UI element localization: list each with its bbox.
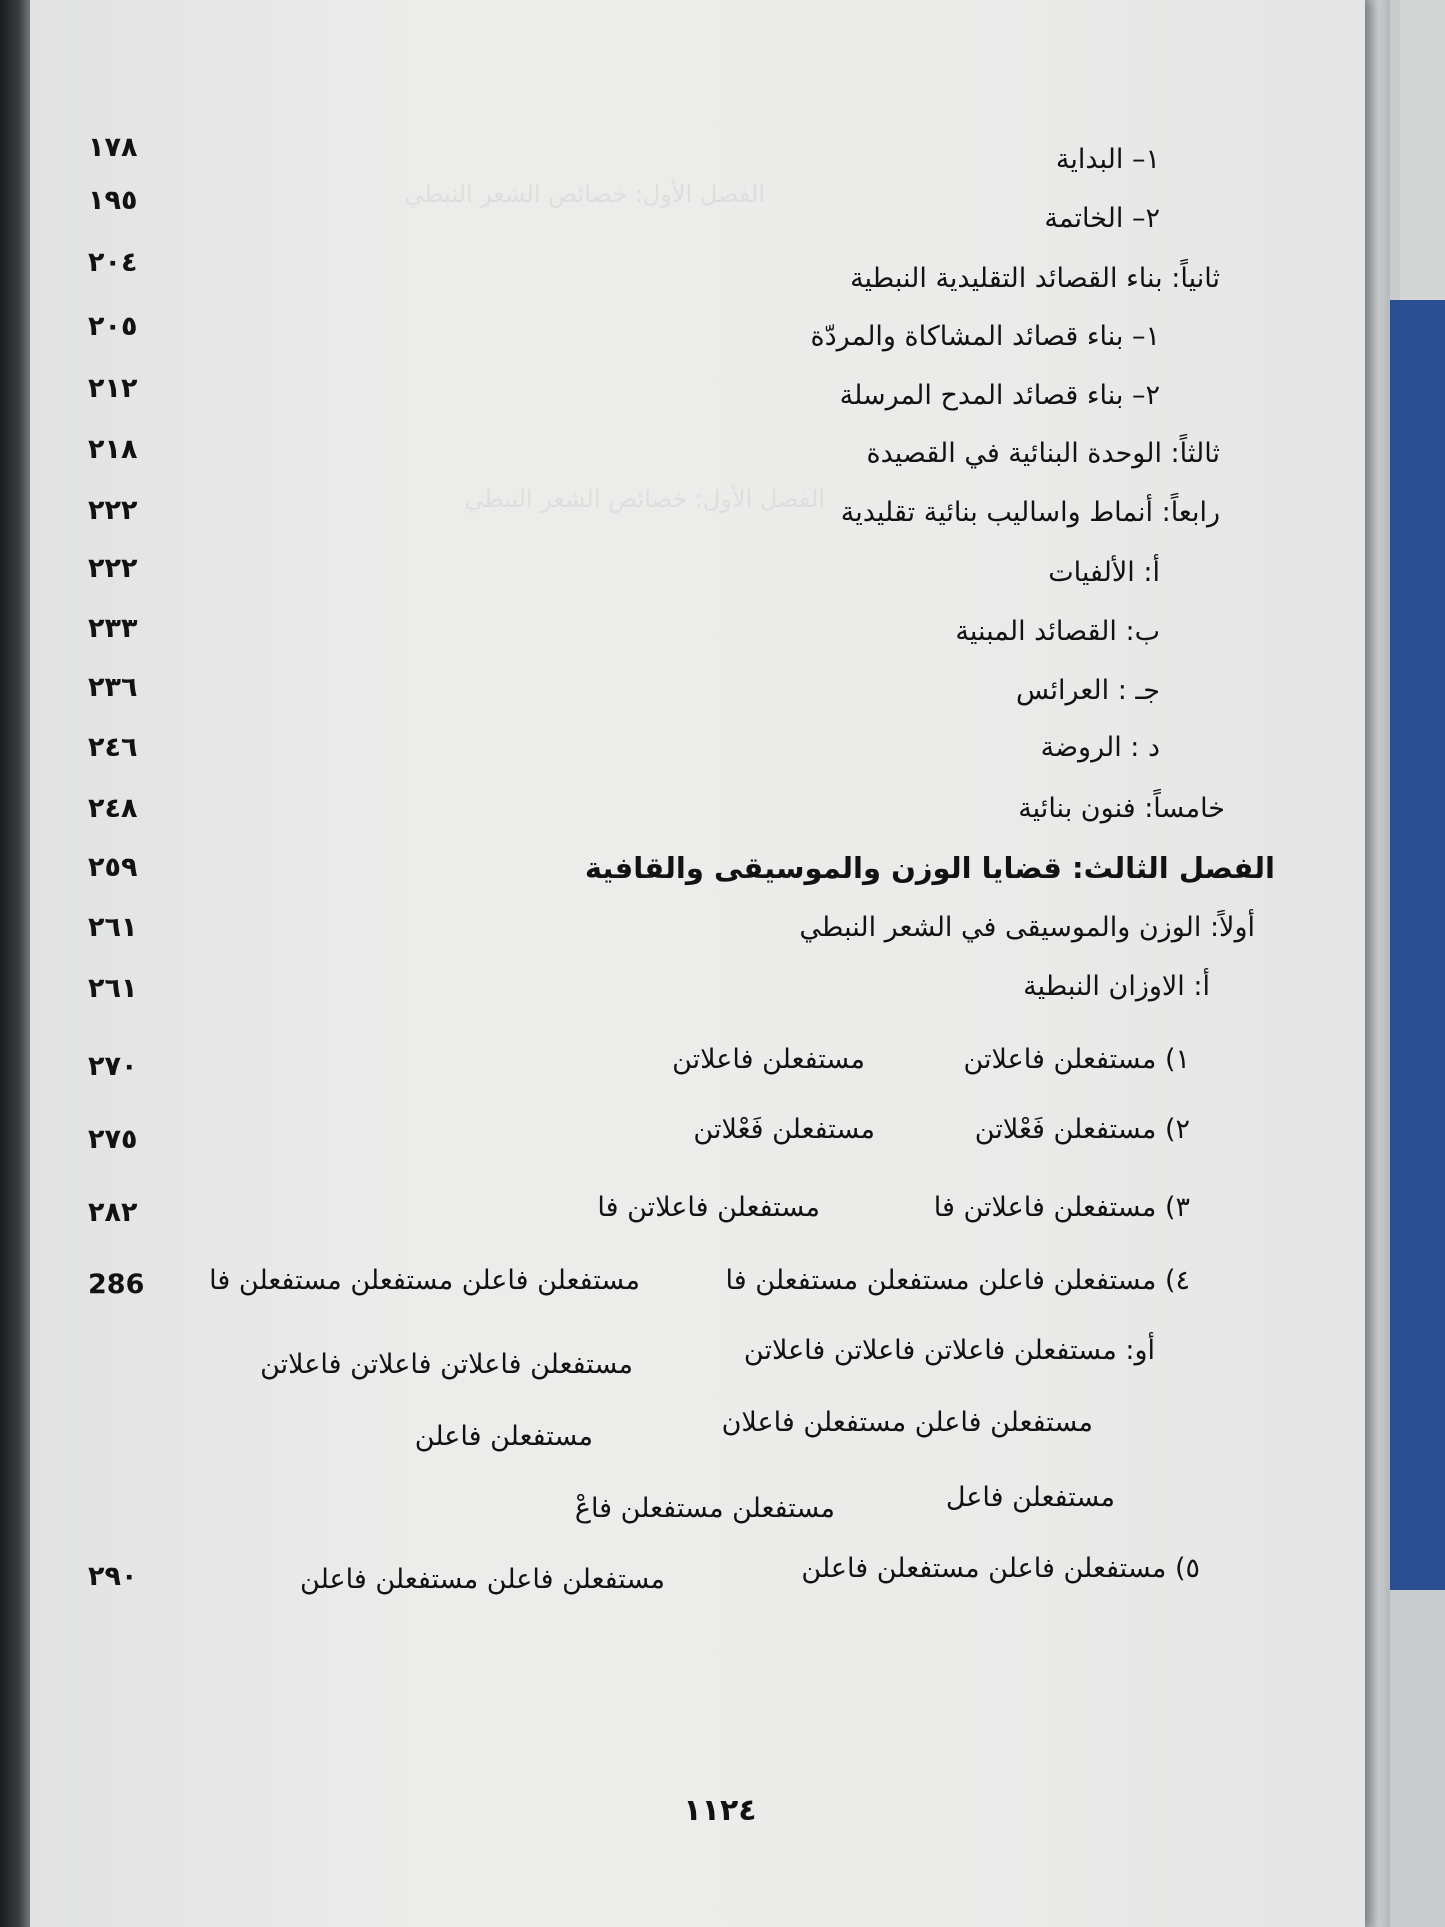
chapter-heading: الفصل الثالث: قضايا الوزن والموسيقى والقافية xyxy=(584,851,1275,885)
toc-page-number: ٢٠٥ xyxy=(88,311,138,342)
meter-line: ١) مستفعلن فاعلاتن xyxy=(963,1044,1190,1075)
toc-entry: ب: القصائد المبنية xyxy=(955,616,1160,647)
toc-entry: ٢– بناء قصائد المدح المرسلة xyxy=(839,380,1160,411)
meter-line: مستفعلن فاعلن مستفعلن فاعلان xyxy=(721,1407,1093,1438)
toc-entry: ثانياً: بناء القصائد التقليدية النبطية xyxy=(850,263,1220,294)
toc-page-number: ٢٩٠ xyxy=(88,1561,138,1592)
toc-page-number: ٢١٨ xyxy=(88,434,138,465)
toc-entry: ١– البداية xyxy=(1055,144,1160,175)
book-spine xyxy=(0,0,34,1927)
toc-page-number: ٢٢٢ xyxy=(88,553,138,584)
toc-page-number: 286 xyxy=(88,1269,145,1300)
toc-entry: د : الروضة xyxy=(1040,732,1160,763)
toc-page-number: ٢٥٩ xyxy=(88,852,138,883)
toc-page-number: ٢٣٣ xyxy=(88,613,138,644)
toc-page-number: ٢٣٦ xyxy=(88,672,138,703)
toc-entry: خامساً: فنون بنائية xyxy=(1018,793,1225,824)
meter-line: مستفعلن فاعلن مستفعلن مستفعلن فا xyxy=(209,1265,640,1296)
meter-line: مستفعلن فاعلن xyxy=(414,1421,593,1452)
meter-line: مستفعلن فَعْلاتن xyxy=(693,1114,875,1145)
toc-page-number: ٢٨٢ xyxy=(88,1197,138,1228)
meter-line: ٣) مستفعلن فاعلاتن فا xyxy=(933,1192,1190,1223)
toc-page-number: ٢٦١ xyxy=(88,912,138,943)
toc-entry: أ: الاوزان النبطية xyxy=(1023,971,1210,1002)
toc-page-number: ٢٢٢ xyxy=(88,495,138,526)
toc-page-number: ١٩٥ xyxy=(88,185,138,216)
page-edge xyxy=(1362,0,1390,1927)
toc-entry: أ: الألفيات xyxy=(1048,557,1160,588)
meter-line: مستفعلن فاعل xyxy=(945,1482,1115,1513)
meter-line: مستفعلن فاعلاتن xyxy=(672,1044,865,1075)
meter-line: مستفعلن فاعلن مستفعلن فاعلن xyxy=(300,1564,665,1595)
toc-page-number: ٢٤٨ xyxy=(88,793,138,824)
toc-entry: ٢– الخاتمة xyxy=(1044,203,1160,234)
meter-line: أو: مستفعلن فاعلاتن فاعلاتن فاعلاتن xyxy=(743,1335,1155,1366)
toc-entry: ثالثاً: الوحدة البنائية في القصيدة xyxy=(866,438,1220,469)
bleed-through-text: الفصل الأول: خصائص الشعر النبطي xyxy=(464,485,825,513)
background-surface xyxy=(1400,0,1445,320)
meter-line: مستفعلن مستفعلن فاعْ xyxy=(574,1493,835,1524)
toc-entry: ١– بناء قصائد المشاكاة والمردّة xyxy=(810,321,1160,352)
meter-line: ٢) مستفعلن فَعْلاتن xyxy=(974,1114,1190,1145)
toc-page-number: ٢٠٤ xyxy=(88,247,138,278)
toc-page-number: ٢٧٥ xyxy=(88,1124,138,1155)
toc-page-number: ٢٦١ xyxy=(88,973,138,1004)
toc-page-number: ٢٧٠ xyxy=(88,1051,138,1082)
page-folio-number: ١١٢٤ xyxy=(683,1793,757,1828)
toc-entry: أولاً: الوزن والموسيقى في الشعر النبطي xyxy=(799,912,1255,943)
toc-page-number: ٢١٢ xyxy=(88,373,138,404)
toc-page-number: ١٧٨ xyxy=(88,132,138,163)
bleed-through-text: الفصل الأول: خصائص الشعر النبطي xyxy=(404,180,765,208)
meter-line: ٤) مستفعلن فاعلن مستفعلن مستفعلن فا xyxy=(725,1265,1190,1296)
toc-page-number: ٢٤٦ xyxy=(88,732,138,763)
toc-entry: رابعاً: أنماط واساليب بنائية تقليدية xyxy=(840,497,1220,528)
toc-entry: جـ : العرائس xyxy=(1016,675,1160,706)
meter-line: مستفعلن فاعلاتن فا xyxy=(597,1192,820,1223)
meter-line: ٥) مستفعلن فاعلن مستفعلن فاعلن xyxy=(801,1553,1200,1584)
meter-line: مستفعلن فاعلاتن فاعلاتن فاعلاتن xyxy=(260,1349,633,1380)
